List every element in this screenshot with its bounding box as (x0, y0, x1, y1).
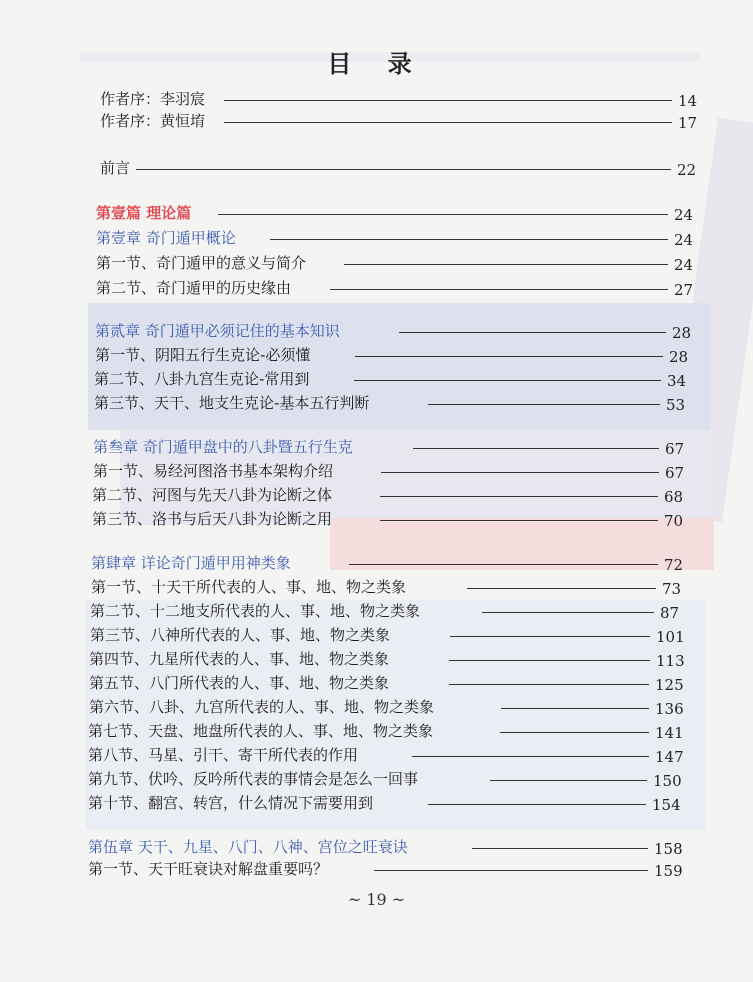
toc-chapter-row (0, 552, 753, 578)
toc-page-number: 87 (660, 604, 680, 622)
toc-entry-label: 第九节、伏吟、反吟所代表的事情会是怎么一回事 (88, 770, 419, 788)
toc-entry-label: 前言 (100, 159, 131, 177)
toc-leader-line (380, 496, 658, 497)
toc-leader-line (354, 380, 661, 381)
toc-section-row (0, 484, 753, 510)
toc-page-number: 27 (674, 281, 694, 299)
toc-entry-label: 第五节、八门所代表的人、事、地、物之类象 (89, 674, 390, 692)
toc-page-number: 113 (656, 652, 685, 670)
toc-section-row (0, 720, 753, 746)
toc-entry-label: 第一节、奇门遁甲的意义与简介 (96, 254, 307, 272)
toc-page-number: 28 (672, 324, 692, 342)
toc-entry-label: 第叁章 奇门遁甲盘中的八卦暨五行生克 (93, 438, 353, 456)
toc-section-row (0, 157, 753, 183)
toc-entry-label: 第二节、八卦九宫生克论-常用到 (94, 370, 310, 388)
toc-leader-line (224, 122, 672, 123)
toc-section-row (0, 368, 753, 394)
toc-chapter-row (0, 227, 753, 253)
toc-entry-label: 第二节、十二地支所代表的人、事、地、物之类象 (90, 602, 421, 620)
toc-section-row (0, 508, 753, 534)
toc-leader-line (380, 520, 658, 521)
toc-leader-line (413, 448, 659, 449)
toc-page-number: 24 (674, 256, 694, 274)
toc-entry-label: 第壹章 奇门遁甲概论 (96, 229, 236, 247)
toc-entry-label: 第伍章 天干、九星、八门、八神、宫位之旺衰诀 (88, 838, 408, 856)
toc-leader-line (399, 332, 666, 333)
toc-leader-line (355, 356, 663, 357)
toc-entry-label: 第肆章 详论奇门遁甲用神类象 (91, 554, 291, 572)
toc-section-row (0, 110, 753, 136)
toc-page-number: 136 (655, 700, 684, 718)
toc-section-row (0, 792, 753, 818)
toc-page-number: 17 (678, 114, 698, 132)
toc-page-number: 67 (665, 464, 685, 482)
toc-section-row (0, 696, 753, 722)
toc-entry-label: 第三节、八神所代表的人、事、地、物之类象 (90, 626, 391, 644)
toc-leader-line (136, 169, 671, 170)
toc-page-number: 53 (666, 396, 686, 414)
toc-page-number: 147 (655, 748, 684, 766)
toc-section-row (0, 672, 753, 698)
toc-entry-label: 第二节、河图与先天八卦为论断之体 (92, 486, 333, 504)
toc-entry-label: 第一节、十天干所代表的人、事、地、物之类象 (91, 578, 407, 596)
toc-page-number: 68 (664, 488, 684, 506)
toc-leader-line (500, 732, 649, 733)
toc-page-number: 101 (656, 628, 685, 646)
toc-leader-line (472, 848, 648, 849)
toc-entry-label: 第一节、阴阳五行生克论-必须懂 (95, 346, 311, 364)
toc-entry-label: 第二节、奇门遁甲的历史缘由 (96, 279, 292, 297)
toc-leader-line (412, 756, 649, 757)
page-title: 目 录 (327, 50, 426, 78)
toc-leader-line (270, 239, 668, 240)
toc-entry-label: 作者序：黄恒堉 (100, 112, 206, 130)
toc-leader-line (349, 564, 658, 565)
toc-page-number: 28 (669, 348, 689, 366)
toc-part-row (0, 202, 753, 228)
toc-section-row (0, 277, 753, 303)
toc-page-number: 154 (652, 796, 681, 814)
toc-section-row (0, 460, 753, 486)
toc-page-number: 34 (667, 372, 687, 390)
toc-leader-line (218, 214, 668, 215)
toc-leader-line (449, 684, 649, 685)
toc-entry-label: 第六节、八卦、九宫所代表的人、事、地、物之类象 (89, 698, 435, 716)
toc-entry-label: 第三节、天干、地支生克论-基本五行判断 (94, 394, 370, 412)
toc-chapter-row (0, 436, 753, 462)
toc-entry-label: 第一节、易经河图洛书基本架构介绍 (93, 462, 334, 480)
toc-page-number: 70 (664, 512, 684, 530)
toc-entry-label: 第三节、洛书与后天八卦为论断之用 (92, 510, 333, 528)
toc-page-number: 22 (677, 161, 697, 179)
toc-leader-line (449, 660, 650, 661)
toc-section-row (0, 624, 753, 650)
toc-leader-line (490, 780, 647, 781)
toc-entry-label: 作者序：李羽宸 (100, 90, 206, 108)
toc-entry-label: 第四节、九星所代表的人、事、地、物之类象 (89, 650, 390, 668)
toc-leader-line (428, 404, 660, 405)
toc-page-number: 24 (674, 231, 694, 249)
toc-page-number: 159 (654, 862, 683, 880)
toc-entry-label: 第贰章 奇门遁甲必须记住的基本知识 (95, 322, 340, 340)
toc-page-number: 141 (655, 724, 684, 742)
toc-page-number: 150 (653, 772, 682, 790)
toc-section-row (0, 392, 753, 418)
toc-leader-line (482, 612, 654, 613)
toc-leader-line (374, 870, 648, 871)
toc-section-row (0, 648, 753, 674)
toc-page-number: 125 (655, 676, 684, 694)
toc-leader-line (344, 264, 668, 265)
toc-leader-line (381, 472, 659, 473)
toc-entry-label: 第壹篇 理论篇 (96, 204, 192, 222)
toc-page-number: 14 (678, 92, 698, 110)
toc-section-row (0, 768, 753, 794)
toc-page-number: 24 (674, 206, 694, 224)
toc-leader-line (330, 289, 668, 290)
toc-leader-line (467, 588, 656, 589)
toc-page-number: 67 (665, 440, 685, 458)
toc-chapter-row (0, 320, 753, 346)
toc-section-row (0, 576, 753, 602)
toc-section-row (0, 344, 753, 370)
toc-entry-label: 第十节、翻宫、转宫，什么情况下需要用到 (88, 794, 374, 812)
toc-page-number: 73 (662, 580, 682, 598)
toc-section-row (0, 600, 753, 626)
toc-section-row (0, 858, 753, 884)
toc-entry-label: 第一节、天干旺衰诀对解盘重要吗？ (88, 860, 329, 878)
toc-page-number: 72 (664, 556, 684, 574)
toc-leader-line (224, 100, 672, 101)
page-number: ~ 19 ~ (347, 890, 406, 909)
toc-section-row (0, 252, 753, 278)
toc-leader-line (501, 708, 649, 709)
toc-leader-line (450, 636, 650, 637)
toc-section-row (0, 744, 753, 770)
toc-leader-line (428, 804, 646, 805)
toc-page-number: 158 (654, 840, 683, 858)
toc-entry-label: 第八节、马星、引干、寄干所代表的作用 (88, 746, 359, 764)
toc-entry-label: 第七节、天盘、地盘所代表的人、事、地、物之类象 (88, 722, 434, 740)
